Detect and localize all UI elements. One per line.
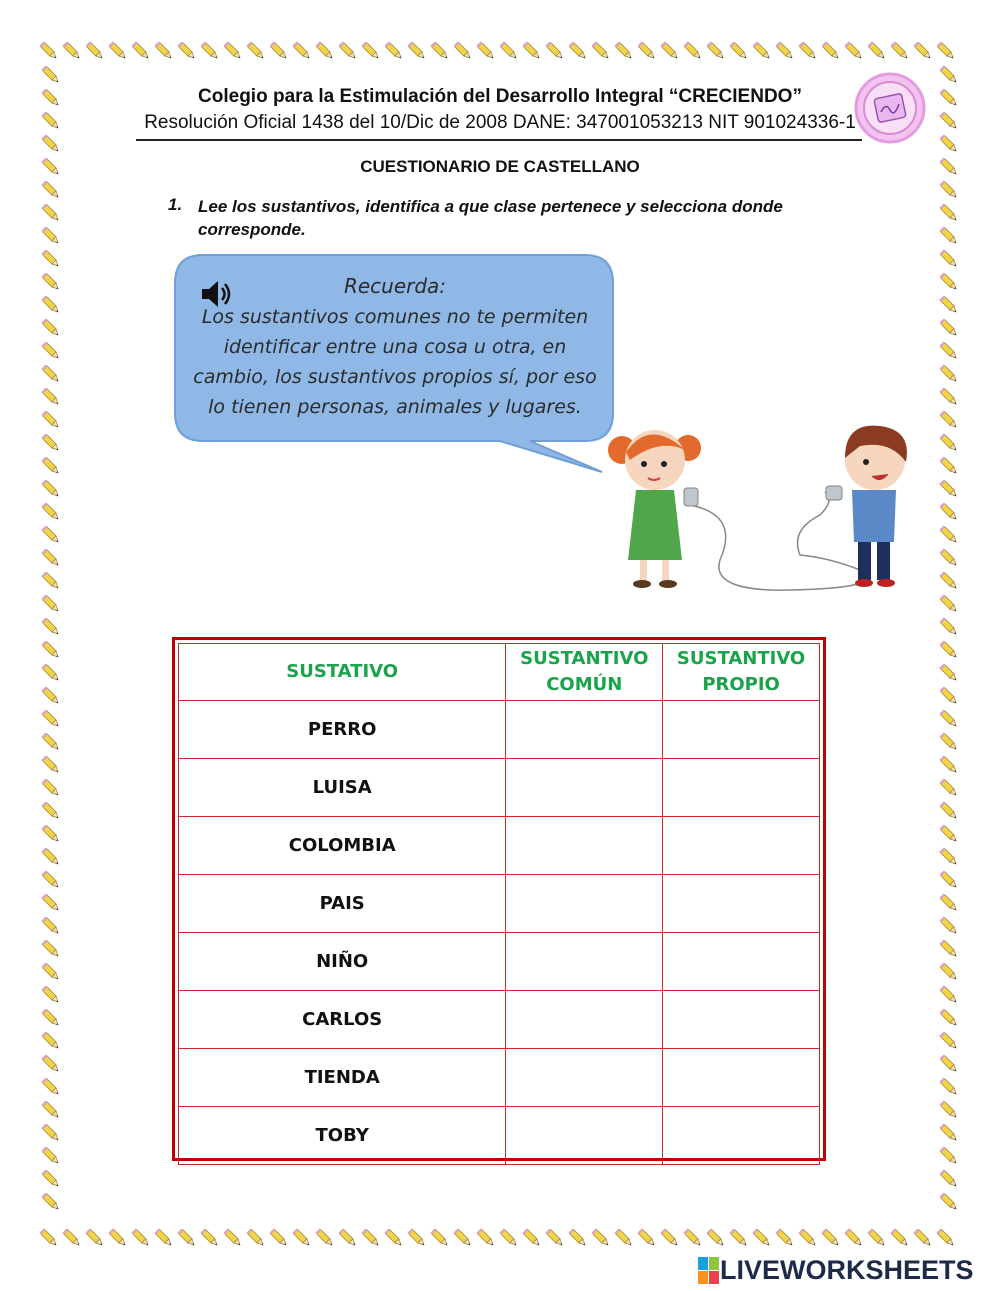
page-title: CUESTIONARIO DE CASTELLANO [360,157,640,176]
pencil-icon [728,40,750,62]
pencil-icon [636,40,658,62]
girl-figure [608,430,701,588]
pencil-icon [774,1227,796,1249]
pencil-icon [889,40,911,62]
pencil-border-right [936,64,962,1225]
pencil-icon [61,1227,83,1249]
pencil-icon [268,1227,290,1249]
table-row [179,875,820,933]
pencil-icon [590,1227,612,1249]
pencil-icon [40,87,62,109]
noun-word: LUISA [179,759,506,817]
pencil-icon [544,40,566,62]
pencil-icon [938,432,960,454]
pencil-icon [245,40,267,62]
proper-answer-cell[interactable] [663,701,820,759]
pencil-icon [84,1227,106,1249]
pencil-icon [938,156,960,178]
column-header-noun: SUSTATIVO [179,644,506,701]
noun-word: NIÑO [179,933,506,991]
pencil-icon [199,1227,221,1249]
pencil-icon [938,340,960,362]
pencil-icon [938,1053,960,1075]
pencil-icon [938,846,960,868]
pencil-icon [590,40,612,62]
pencil-icon [61,40,83,62]
school-name: Colegio para la Estimulación del Desarrollo Integral “CRECIENDO” [198,86,802,107]
pencil-icon [938,409,960,431]
pencil-icon [40,708,62,730]
pencil-icon [613,40,635,62]
pencil-icon [40,524,62,546]
pencil-icon [429,40,451,62]
pencil-icon [40,685,62,707]
pencil-icon [938,501,960,523]
pencil-icon [938,984,960,1006]
common-answer-cell[interactable] [506,817,663,875]
school-logo [854,72,926,144]
pencil-icon [130,1227,152,1249]
pencil-icon [40,570,62,592]
pencil-icon [935,40,957,62]
pencil-icon [199,40,221,62]
pencil-icon [797,40,819,62]
pencil-icon [40,1007,62,1029]
common-answer-cell[interactable] [506,701,663,759]
pencil-icon [406,40,428,62]
pencil-icon [40,639,62,661]
pencil-icon [938,386,960,408]
pencil-icon [383,1227,405,1249]
pencil-icon [938,294,960,316]
pencil-icon [406,1227,428,1249]
noun-word: TOBY [179,1107,506,1165]
pencil-icon [84,40,106,62]
pencil-icon [40,662,62,684]
pencil-icon [38,40,60,62]
pencil-icon [40,110,62,132]
pencil-icon [40,754,62,776]
pencil-icon [938,64,960,86]
liveworksheets-brand[interactable]: LIVEWORKSHEETS [720,1255,974,1285]
common-answer-cell[interactable] [506,1049,663,1107]
pencil-icon [40,915,62,937]
pencil-icon [938,800,960,822]
pencil-icon [314,1227,336,1249]
pencil-icon [40,616,62,638]
pencil-icon [153,40,175,62]
pencil-icon [820,40,842,62]
pencil-icon [222,40,244,62]
pencil-border-top [38,38,962,64]
liveworksheets-logo-icon [698,1256,720,1286]
pencil-icon [938,271,960,293]
pencil-icon [938,823,960,845]
pencil-icon [40,547,62,569]
school-resolution: Resolución Oficial 1438 del 10/Dic de 2008 DANE: 347001053213 NIT 901024336-1 [144,112,856,133]
common-answer-cell[interactable] [506,1107,663,1165]
pencil-icon [40,1191,62,1213]
column-header-proper: SUSTANTIVO PROPIO [663,644,820,701]
pencil-icon [938,662,960,684]
pencil-icon [938,570,960,592]
proper-answer-cell[interactable] [663,991,820,1049]
pencil-icon [452,1227,474,1249]
pencil-icon [912,40,934,62]
pencil-icon [912,1227,934,1249]
pencil-icon [222,1227,244,1249]
table-row [179,701,820,759]
noun-word: PAIS [179,875,506,933]
pencil-icon [728,1227,750,1249]
pencil-icon [938,524,960,546]
pencil-icon [774,40,796,62]
pencil-icon [429,1227,451,1249]
pencil-icon [938,133,960,155]
pencil-icon [291,40,313,62]
pencil-icon [130,40,152,62]
pencil-icon [40,1099,62,1121]
pencil-icon [938,731,960,753]
pencil-icon [938,110,960,132]
pencil-icon [938,593,960,615]
pencil-icon [40,938,62,960]
proper-answer-cell[interactable] [663,1107,820,1165]
pencil-icon [40,869,62,891]
pencil-icon [176,1227,198,1249]
pencil-border-bottom [38,1225,962,1251]
pencil-icon [498,1227,520,1249]
instruction-number: 1. [168,195,183,214]
noun-word: CARLOS [179,991,506,1049]
pencil-icon [705,40,727,62]
pencil-icon [40,156,62,178]
pencil-icon [938,1122,960,1144]
pencil-icon [475,1227,497,1249]
pencil-icon [40,455,62,477]
table-row [179,1107,820,1165]
pencil-icon [682,40,704,62]
pencil-icon [938,455,960,477]
pencil-icon [567,40,589,62]
pencil-icon [938,1076,960,1098]
pencil-icon [938,547,960,569]
pencil-icon [40,409,62,431]
pencil-icon [40,478,62,500]
pencil-icon [866,1227,888,1249]
bubble-text: Los sustantivos comunes no te permiten identificar entre una cosa u otra, en cambio, los sustantivos propios sí, por eso lo tienen personas, animales y lugares. [193,306,597,418]
pencil-icon [176,40,198,62]
proper-answer-cell[interactable] [663,817,820,875]
pencil-icon [38,1227,60,1249]
table-row [179,1049,820,1107]
pencil-icon [40,800,62,822]
pencil-icon [938,478,960,500]
common-answer-cell[interactable] [506,933,663,991]
pencil-icon [268,40,290,62]
pencil-icon [751,1227,773,1249]
pencil-icon [40,984,62,1006]
pencil-icon [659,40,681,62]
pencil-icon [820,1227,842,1249]
pencil-icon [40,1145,62,1167]
bubble-title: Recuerda: [343,274,447,298]
pencil-icon [360,1227,382,1249]
pencil-icon [843,1227,865,1249]
pencil-icon [521,1227,543,1249]
column-header-common: SUSTANTIVO COMÚN [506,644,663,701]
pencil-icon [40,340,62,362]
pencil-icon [153,1227,175,1249]
pencil-icon [938,1099,960,1121]
pencil-icon [40,179,62,201]
kids-illustration [590,420,930,600]
pencil-icon [613,1227,635,1249]
pencil-icon [360,40,382,62]
noun-word: PERRO [179,701,506,759]
pencil-icon [314,40,336,62]
pencil-icon [383,40,405,62]
noun-classification-table [172,637,826,1161]
pencil-icon [475,40,497,62]
table-header-row [179,644,820,701]
table-row [179,991,820,1049]
pencil-icon [866,40,888,62]
pencil-icon [291,1227,313,1249]
pencil-icon [935,1227,957,1249]
pencil-icon [498,40,520,62]
header-divider [136,139,862,141]
pencil-icon [40,823,62,845]
pencil-icon [938,1030,960,1052]
pencil-icon [40,432,62,454]
pencil-icon [682,1227,704,1249]
pencil-icon [40,1076,62,1098]
pencil-icon [40,1168,62,1190]
pencil-icon [40,133,62,155]
pencil-icon [40,593,62,615]
pencil-icon [40,961,62,983]
table-row [179,759,820,817]
common-answer-cell[interactable] [506,991,663,1049]
pencil-icon [938,87,960,109]
pencil-icon [938,961,960,983]
pencil-icon [938,363,960,385]
pencil-icon [938,892,960,914]
pencil-icon [889,1227,911,1249]
pencil-icon [40,363,62,385]
table-row [179,933,820,991]
common-answer-cell[interactable] [506,759,663,817]
pencil-icon [40,64,62,86]
pencil-icon [40,248,62,270]
pencil-icon [797,1227,819,1249]
pencil-icon [40,1030,62,1052]
pencil-icon [567,1227,589,1249]
pencil-icon [938,708,960,730]
pencil-icon [40,294,62,316]
pencil-icon [938,869,960,891]
pencil-icon [40,386,62,408]
common-answer-cell[interactable] [506,875,663,933]
pencil-icon [40,1053,62,1075]
pencil-icon [40,777,62,799]
pencil-icon [938,1168,960,1190]
pencil-icon [245,1227,267,1249]
pencil-icon [40,202,62,224]
proper-answer-cell[interactable] [663,1049,820,1107]
pencil-icon [938,639,960,661]
pencil-icon [705,1227,727,1249]
pencil-icon [938,1191,960,1213]
pencil-icon [452,40,474,62]
proper-answer-cell[interactable] [663,933,820,991]
pencil-icon [938,1145,960,1167]
pencil-icon [938,202,960,224]
pencil-icon [337,1227,359,1249]
pencil-icon [40,892,62,914]
pencil-icon [40,271,62,293]
pencil-border-left [38,64,64,1225]
pencil-icon [938,225,960,247]
pencil-icon [938,685,960,707]
pencil-icon [337,40,359,62]
noun-word: COLOMBIA [179,817,506,875]
pencil-icon [40,501,62,523]
instruction-text: Lee los sustantivos, identifica a que clase pertenece y selecciona donde corresponde. [198,197,783,239]
pencil-icon [40,317,62,339]
pencil-icon [544,1227,566,1249]
pencil-icon [938,754,960,776]
pencil-icon [938,317,960,339]
pencil-icon [938,248,960,270]
proper-answer-cell[interactable] [663,759,820,817]
pencil-icon [40,225,62,247]
pencil-icon [938,1007,960,1029]
pencil-icon [107,1227,129,1249]
pencil-icon [938,179,960,201]
proper-answer-cell[interactable] [663,875,820,933]
table-row [179,817,820,875]
pencil-icon [636,1227,658,1249]
pencil-icon [938,915,960,937]
pencil-icon [107,40,129,62]
pencil-icon [40,731,62,753]
pencil-icon [40,1122,62,1144]
noun-word: TIENDA [179,1049,506,1107]
pencil-icon [659,1227,681,1249]
pencil-icon [751,40,773,62]
pencil-icon [938,616,960,638]
pencil-icon [843,40,865,62]
pencil-icon [40,846,62,868]
pencil-icon [521,40,543,62]
pencil-icon [938,777,960,799]
pencil-icon [938,938,960,960]
